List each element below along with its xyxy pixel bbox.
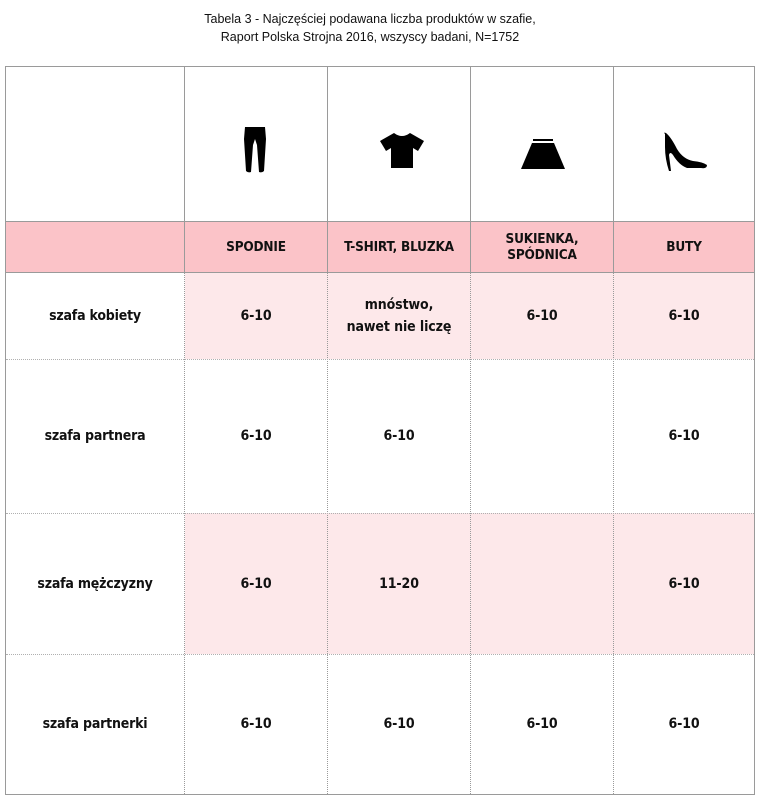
tshirt-icon xyxy=(378,131,426,169)
table-cell: 11-20 xyxy=(379,575,419,592)
table-cell: 6-10 xyxy=(383,716,415,732)
table-cell: 6-10 xyxy=(668,307,700,324)
table-cell: 6-10 xyxy=(240,307,272,324)
table-cell: 6-10 xyxy=(240,716,272,732)
table-cell: 6-10 xyxy=(240,428,272,444)
high-heel-icon xyxy=(657,131,709,173)
column-header-sukienka-spodnica: SUKIENKA, SPÓDNICA xyxy=(505,231,579,263)
table-cell xyxy=(471,513,613,654)
row-label-szafa-partnera: szafa partnera xyxy=(44,428,146,444)
column-header-spodnie: SPODNIE xyxy=(226,239,286,255)
table-caption xyxy=(0,10,740,46)
wardrobe-table xyxy=(5,66,755,795)
caption-line-1: Tabela 3 - Najczęściej podawana liczba produktów w szafie, xyxy=(204,12,536,26)
table-cell xyxy=(471,359,613,513)
table-cell: 6-10 xyxy=(668,716,700,732)
column-header-tshirt-bluzka: T-SHIRT, BLUZKA xyxy=(344,239,454,255)
trousers-icon xyxy=(242,125,268,175)
table-cell: 6-10 xyxy=(668,575,700,592)
table-cell: mnóstwo, nawet nie liczę xyxy=(346,296,452,335)
row-label-szafa-kobiety: szafa kobiety xyxy=(49,307,141,324)
table-cell: 6-10 xyxy=(383,428,415,444)
table-cell: 6-10 xyxy=(240,575,272,592)
row-label-szafa-partnerki: szafa partnerki xyxy=(42,716,148,732)
table-cell: 6-10 xyxy=(668,428,700,444)
skirt-icon xyxy=(519,139,567,171)
table-cell: 6-10 xyxy=(526,307,558,324)
row-label-szafa-mezczyzny: szafa mężczyzny xyxy=(37,575,153,592)
caption-line-2: Raport Polska Strojna 2016, wszyscy badani, N=1752 xyxy=(220,30,520,44)
table-cell: 6-10 xyxy=(526,716,558,732)
column-header-buty: BUTY xyxy=(666,239,702,255)
